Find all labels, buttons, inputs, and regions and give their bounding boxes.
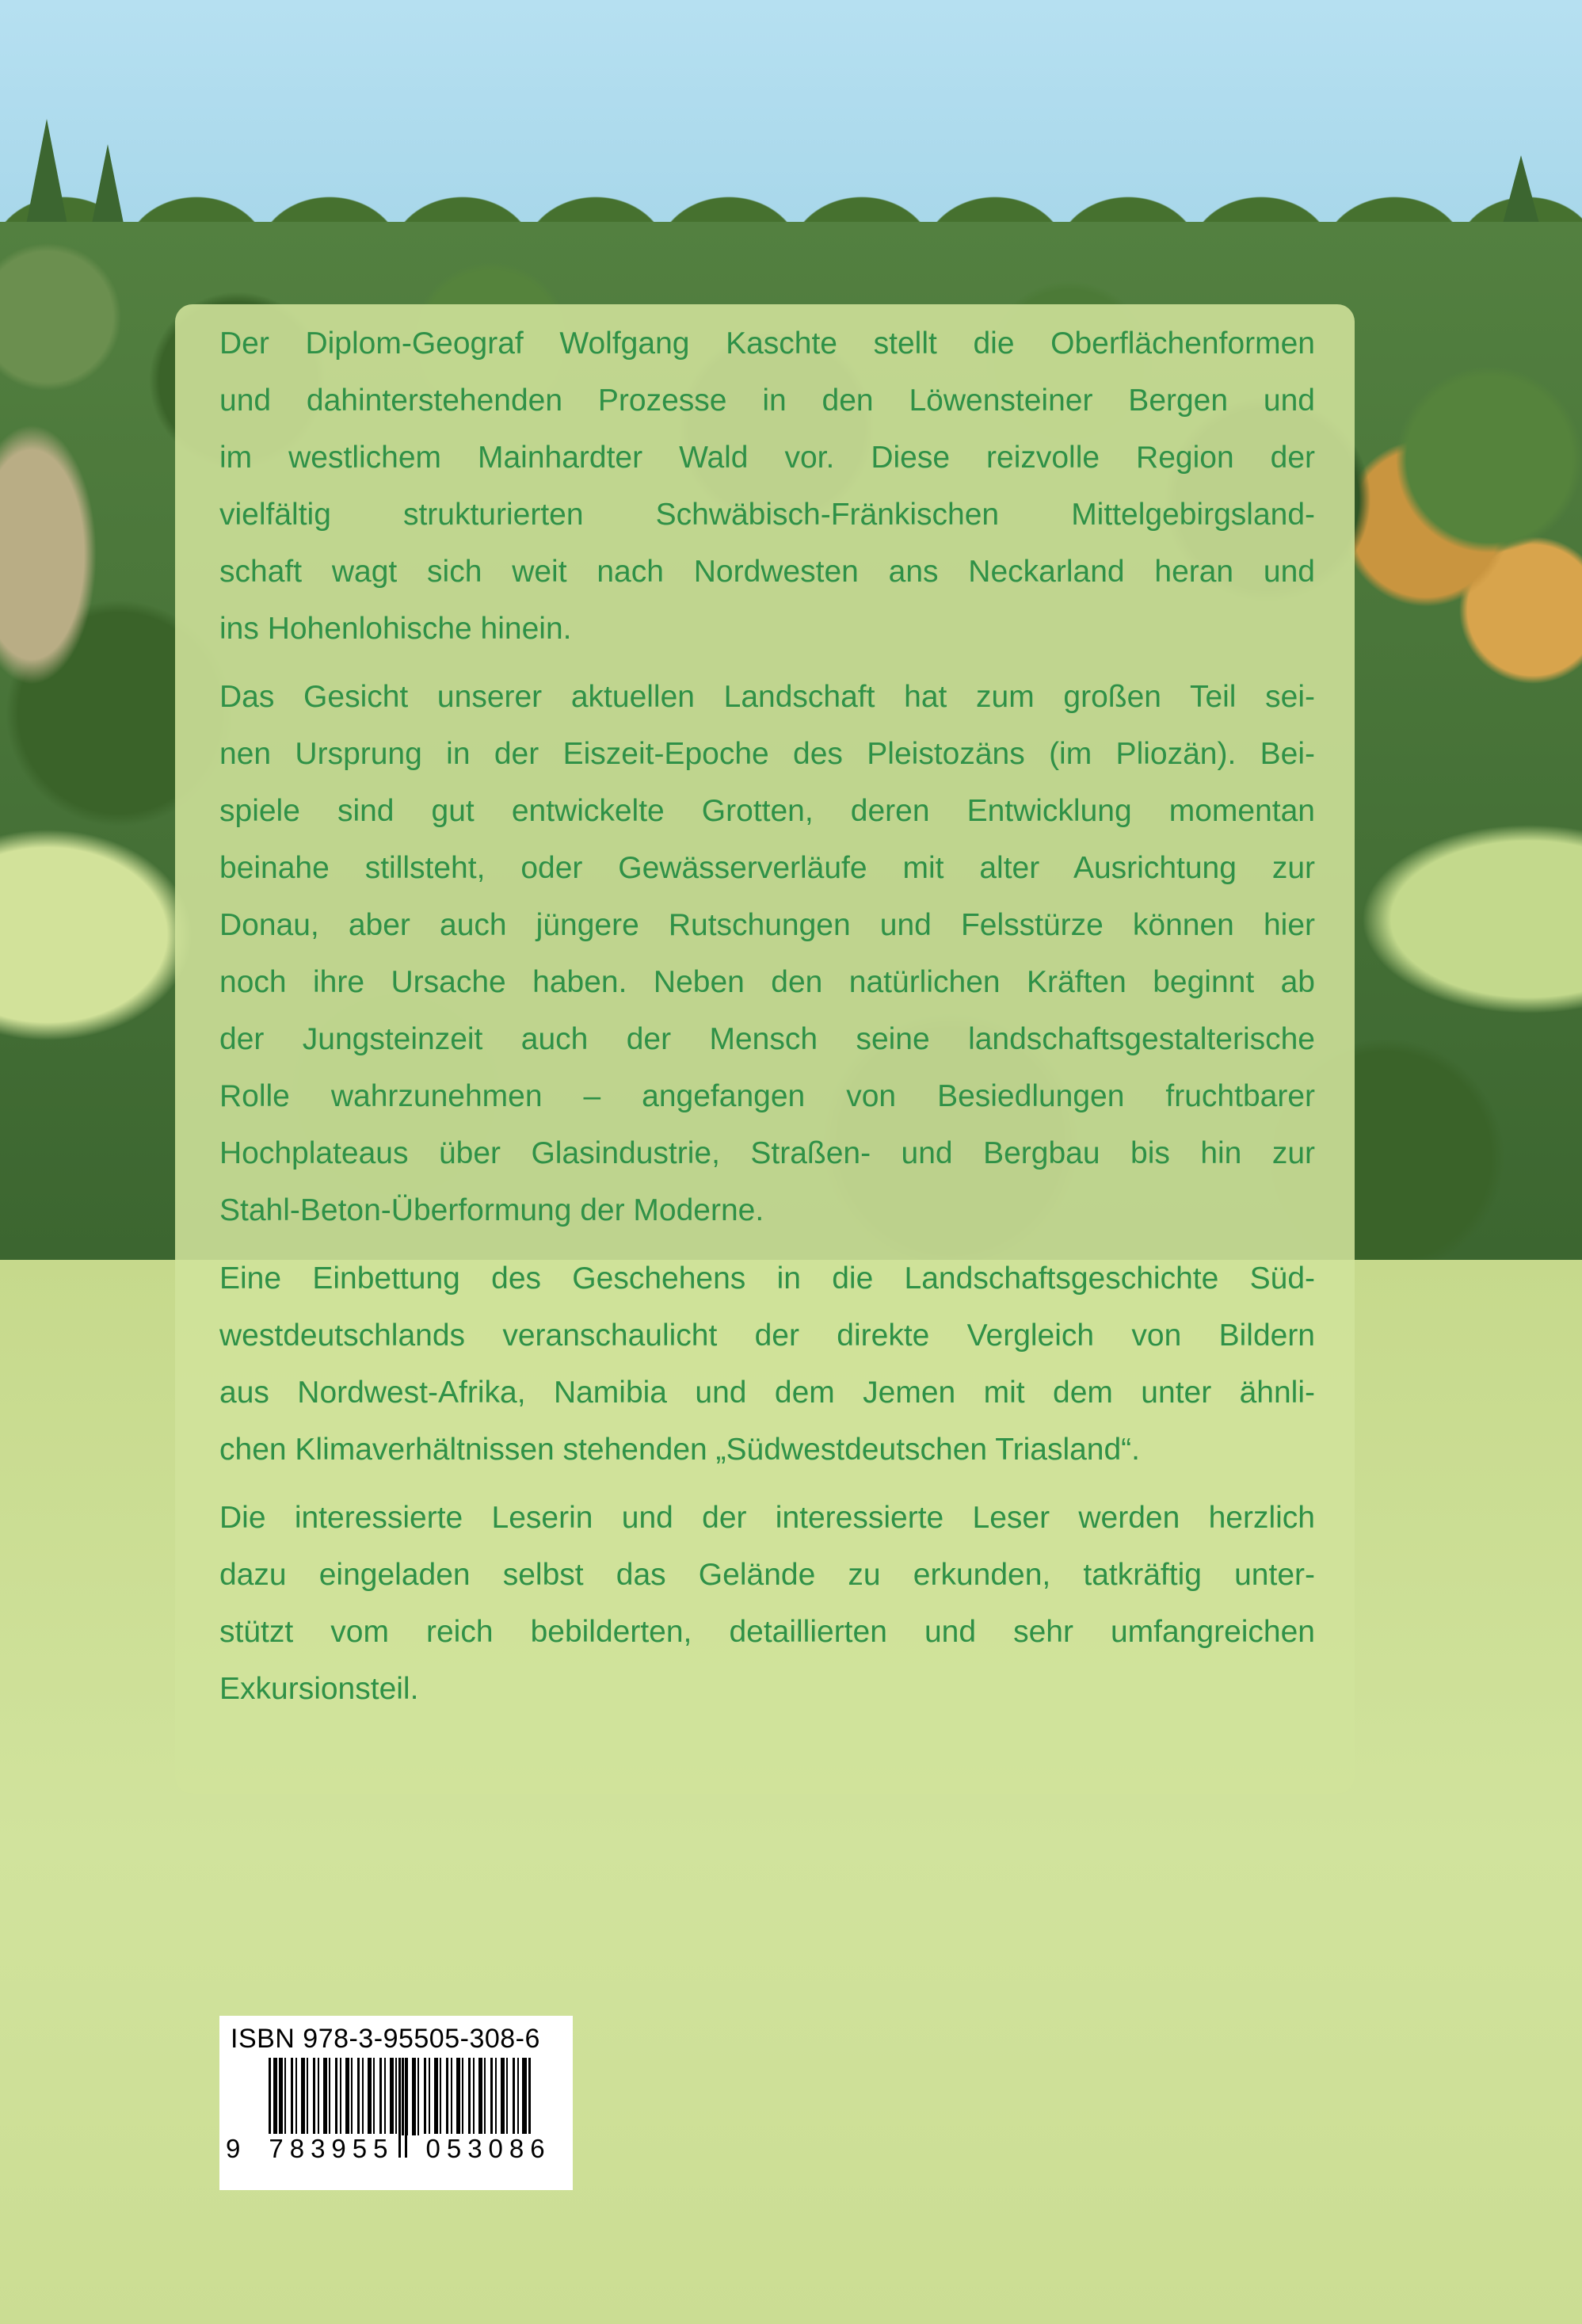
text-line: und dahinterstehenden Prozesse in den Löwensteiner Bergen und <box>219 384 1315 418</box>
blurb-panel <box>175 304 1355 1794</box>
barcode-digit-group: 053086 <box>422 2134 554 2164</box>
barcode-lead-digit: 9 <box>226 2134 241 2163</box>
text-line: beinahe stillsteht, oder Gewässerverläufe mit alter Ausrichtung zur <box>219 851 1315 885</box>
blurb-paragraph <box>219 1250 1315 1479</box>
blurb-paragraph <box>219 315 1315 658</box>
text-line: ins Hohenlohische hinein. <box>219 612 572 646</box>
text-line: chen Klimaverhältnissen stehenden „Südwestdeutschen Triasland“. <box>219 1433 1141 1467</box>
text-line: stützt vom reich bebilderten, detaillierten und sehr umfangreichen <box>219 1615 1315 1649</box>
blurb-paragraph <box>219 669 1315 1239</box>
isbn-box <box>219 2016 573 2190</box>
text-line: Hochplateaus über Glasindustrie, Straßen- und Bergbau bis hin zur <box>219 1136 1315 1170</box>
text-line: westdeutschlands veranschaulicht der direkte Vergleich von Bildern <box>219 1318 1315 1353</box>
text-line: nen Ursprung in der Eiszeit-Epoche des Pleistozäns (im Pliozän). Bei- <box>219 737 1315 771</box>
text-line: aus Nordwest-Afrika, Namibia und dem Jemen mit dem unter ähnli- <box>219 1376 1315 1410</box>
text-line: noch ihre Ursache haben. Neben den natürlichen Kräften beginnt ab <box>219 965 1315 999</box>
text-line: dazu eingeladen selbst das Gelände zu erkunden, tatkräftig unter- <box>219 1558 1315 1592</box>
text-line: im westlichem Mainhardter Wald vor. Diese reizvolle Region der <box>219 441 1315 475</box>
text-line: Stahl-Beton-Überformung der Moderne. <box>219 1193 764 1227</box>
text-line: Das Gesicht unserer aktuellen Landschaft hat zum großen Teil sei- <box>219 680 1315 714</box>
ean-barcode <box>226 2058 551 2170</box>
text-line: Die interessierte Leserin und der interessierte Leser werden herzlich <box>219 1501 1315 1535</box>
text-line: Der Diplom-Geograf Wolfgang Kaschte stellt die Oberflächenformen <box>219 326 1315 361</box>
text-line: Eine Einbettung des Geschehens in die Landschaftsgeschichte Süd- <box>219 1261 1315 1296</box>
text-line: der Jungsteinzeit auch der Mensch seine landschaftsgestalterische <box>219 1022 1315 1056</box>
barcode-digit-group: 783955 <box>265 2134 397 2164</box>
text-line: vielfältig strukturierten Schwäbisch-Fränkischen Mittelgebirgsland- <box>219 498 1315 532</box>
text-line: Exkursionsteil. <box>219 1672 419 1706</box>
blurb-paragraph <box>219 1490 1315 1718</box>
isbn-number: ISBN 978-3-95505-308-6 <box>231 2024 540 2054</box>
text-line: Donau, aber auch jüngere Rutschungen und Felsstürze können hier <box>219 908 1315 942</box>
text-line: Rolle wahrzunehmen – angefangen von Besiedlungen fruchtbarer <box>219 1079 1315 1113</box>
text-line: spiele sind gut entwickelte Grotten, deren Entwicklung momentan <box>219 794 1315 828</box>
barcode-digits <box>226 2134 551 2164</box>
text-line: schaft wagt sich weit nach Nordwesten ans Neckarland heran und <box>219 555 1315 589</box>
